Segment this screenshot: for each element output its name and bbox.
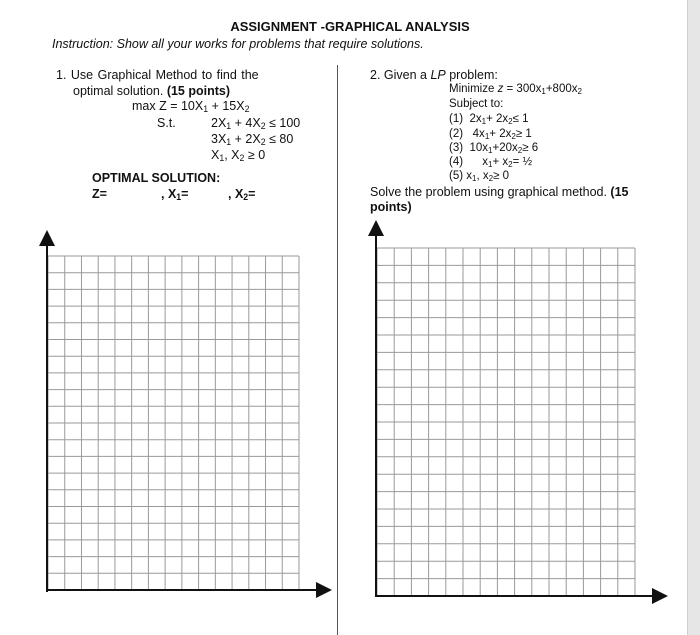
- constraint-nonneg: $X_1$, $X_2 \ge 0$: [211, 148, 266, 164]
- problem2-intro: 2. Given a LP problem:: [370, 68, 498, 82]
- solve-points: points): [370, 200, 412, 214]
- instruction-text: Instruction: Show all your works for problems that require solutions.: [52, 37, 424, 51]
- minimize-objective: Minimize $z = 300x_1+800x_2$: [449, 83, 582, 96]
- st-label: S.t.: [157, 116, 176, 130]
- subject-to-label: Subject to:: [449, 98, 504, 110]
- lp-constraint-4: (4) $x_1+ x_2=$ ½: [449, 156, 533, 169]
- optimal-solution-heading: OPTIMAL SOLUTION:: [92, 171, 221, 185]
- lp-constraint-2: (2) $4x_1+ 2x_2\ge 1$: [449, 128, 532, 141]
- problem1-points: (15 points): [166, 84, 231, 98]
- page-title: ASSIGNMENT -GRAPHICAL ANALYSIS: [230, 19, 470, 34]
- objective-function: $\max Z = 10X_1 + 15X_2$: [132, 99, 250, 115]
- problem1-line1: 1. Use Graphical Method to find the: [56, 68, 259, 82]
- z-label: Z=: [92, 187, 107, 201]
- lp-constraint-3: (3) $10x_1+20x_2\ge 6$: [449, 142, 539, 155]
- lp-constraint-5: (5) $x_1$, $x_2\ge 0$: [449, 170, 510, 183]
- constraint-1: $2X_1 + 4X_2 \le 100$: [211, 116, 301, 132]
- grid-left[interactable]: [48, 256, 299, 590]
- x1-label: , $X_1=$: [161, 187, 189, 203]
- problem1-line2-text: optimal solution.: [73, 84, 167, 98]
- constraint-2: $3X_1 + 2X_2 \le 80$: [211, 132, 294, 148]
- x2-label: , $X_2=$: [228, 187, 256, 203]
- solve-instruction: Solve the problem using graphical method. (15: [370, 185, 629, 199]
- page-edge: [688, 0, 700, 635]
- lp-constraint-1: (1) $2x_1+ 2x_2\le 1$: [449, 113, 529, 126]
- grid-right[interactable]: [377, 248, 635, 596]
